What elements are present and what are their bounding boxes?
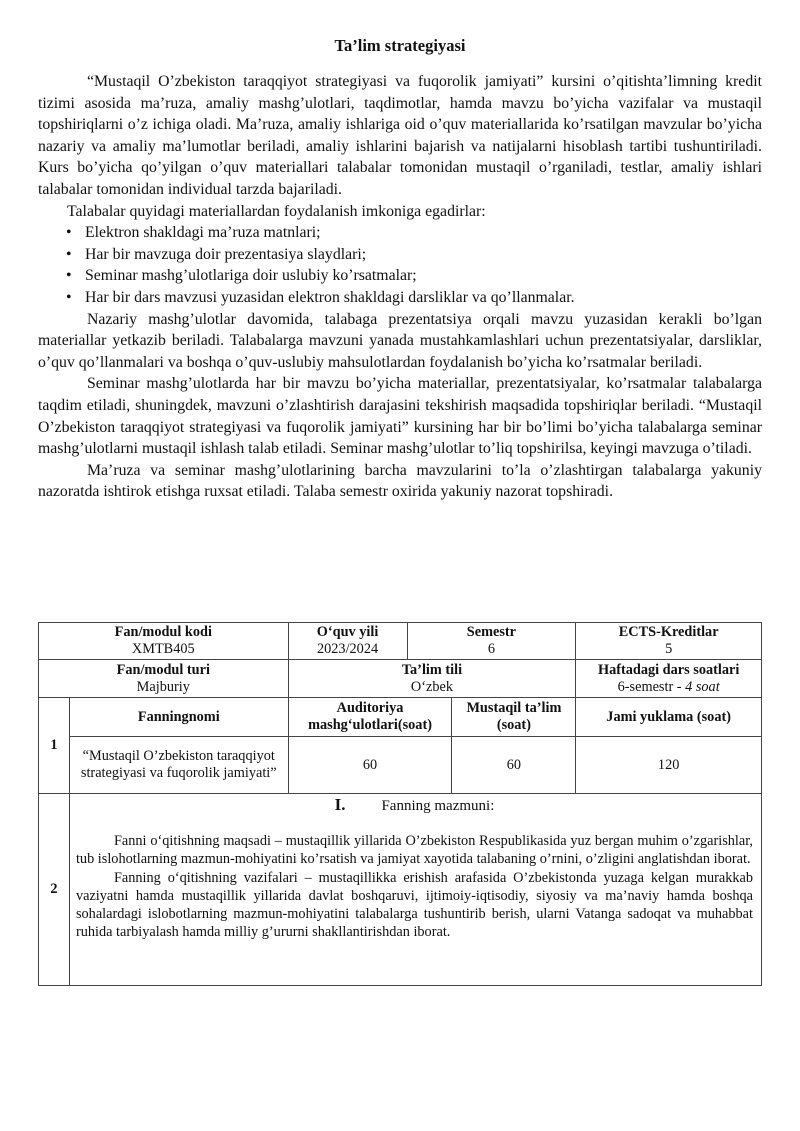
semester-cell: Semestr 6 <box>407 623 576 660</box>
paragraph-seminar: Seminar mashg’ulotlarda har bir mavzu bo’yicha materiallar, prezentatsiyalar, ko’rsatmalar talabalarga taqdim etiladi, shuningdek, mavzuni o’zlashtirish darajasini tekshirish maqsadida topshiriqlar beriladi. “Mustaqil O’zbekiston taraqqiyot strategiyasi va fuqorolik jamiyati” kursining har bir bo’limi bo’yicha talabalarga seminar mashg’ulotlarni mustaqil ishlash talab etiladi. Seminar mashg’ulotlar to’liq topshirilsa, keyingi mavzuga o’tiladi. <box>38 375 762 458</box>
total-header: Jami yuklama (soat) <box>576 698 762 737</box>
independent-value: 60 <box>452 737 576 794</box>
table-row <box>39 794 762 986</box>
independent-header: Mustaqil ta’lim (soat) <box>452 698 576 737</box>
table-row <box>39 698 762 737</box>
paragraph-materials: Talabalar quyidagi materiallardan foydalanish imkoniga egadirlar: <box>67 202 486 220</box>
bullet-icon: • <box>66 245 72 263</box>
code-cell: Fan/modul kodi XMTB405 <box>39 623 289 660</box>
language-cell: Ta’lim tili O‘zbek <box>288 660 576 698</box>
subject-name: “Mustaqil O’zbekiston taraqqiyot strategiyasi va fuqorolik jamiyati” <box>69 737 288 794</box>
paragraph-intro: “Mustaqil O’zbekiston taraqqiyot strategiyasi va fuqorolik jamiyati” kursini o’qitishta’limning kredit tizimi asosida ma’ruza, amaliy mashg’ulotlari, taqdimotlar, hamda mavzu bo’yicha vazifalar va mustaqil topshiriqlarni o’z ichiga oladi. Ma’ruza, amaliy ishlariga oid o’quv materiallarida ko’rsatilgan mavzular bo’yicha nazariy va amaliy ma’lumotlar beriladi, amaliy ishlarini bajarish va natijalarni hisoblash tartibi tushuntiriladi. Kurs bo’yicha qo’yilgan o’quv materiallari talabalar tomonidan mustaqil o’rganiladi, testlar, amaliy ishlari talabalar tomonidan individual tarzda bajariladi. <box>38 73 762 198</box>
bullet-icon: • <box>66 224 72 242</box>
row-number: 2 <box>39 794 70 986</box>
document-body <box>38 36 762 503</box>
paragraph-theory: Nazariy mashg’ulotlar davomida, talabaga prezentatsiya orqali mavzu yuzasidan kerakli bo’lgan materiallar yetkazib beriladi. Talabalarga mavzuni yanada mustahkamlashlari uchun prezentatsiyalar, darsliklar, o’quv qo’llanmalari va boshqa o’quv-uslubiy mahsulotlardan foydalanish bo’yicha ko’rsatmalar beriladi. <box>38 310 762 371</box>
paragraph-final: Ma’ruza va seminar mashg’ulotlarining barcha mavzularini to’la o’zlashtirgan talabalarga yakuniy nazoratda ishtirok etishga ruxsat etiladi. Talaba semestr oxirida yakuniy nazorat topshiradi. <box>38 461 762 501</box>
course-content <box>69 794 761 986</box>
auditory-value: 60 <box>288 737 452 794</box>
section-heading: I. Fanning mazmuni: <box>334 795 495 814</box>
list-item: • Elektron shakldagi ma’ruza matnlari; <box>38 222 762 244</box>
materials-list <box>38 222 762 308</box>
content-tasks: Fanning o‘qitishning vazifalari – mustaqillikka erishish arafasida O’zbekistonda yuzaga kelgan murakkab vaziyatni hamda mustaqillik yillarida davlat boshqaruvi, ijtimoiy-iqtisodiy, siyosiy va ma’naviy hamda boshqa sohalardagi islobotlarning mazmun-mohiyatini talabalarga tushuntirib berish, ularni Vatanga sadoqat va muhabbat ruhida tarbiyalash hamda milliy g’ururni shakllantirishdan iborat. <box>75 869 753 941</box>
auditory-header: Auditoriya mashg‘ulotlari(soat) <box>288 698 452 737</box>
table-row <box>39 623 762 660</box>
ects-cell: ECTS-Kreditlar 5 <box>576 623 762 660</box>
table-row <box>39 660 762 698</box>
list-item: • Har bir mavzuga doir prezentasiya slaydlari; <box>38 244 762 266</box>
weekly-hours-cell: Haftadagi dars soatlari 6-semestr - 4 soat <box>576 660 762 698</box>
subject-name-header: Fanningnomi <box>69 698 288 737</box>
course-table <box>38 622 762 986</box>
list-item: • Har bir dars mavzusi yuzasidan elektron shakldagi darsliklar va qo’llanmalar. <box>38 287 762 309</box>
total-value: 120 <box>576 737 762 794</box>
bullet-icon: • <box>66 288 72 306</box>
page-title: Ta’lim strategiyasi <box>334 36 466 55</box>
year-cell: O‘quv yili 2023/2024 <box>288 623 407 660</box>
row-number: 1 <box>39 698 70 794</box>
type-cell: Fan/modul turi Majburiy <box>39 660 289 698</box>
content-goal: Fanni o‘qitishning maqsadi – mustaqillik yillarida O’zbekiston Respublikasida yuz bergan muhim o’zgarishlar, tub islohotlarning mazmun-mohiyatini ko’rsatish va jamiyat xayotida talabaning o’rnini, o’zligini anglatishdan iborat. <box>75 833 753 868</box>
table-row <box>39 737 762 794</box>
bullet-icon: • <box>66 267 72 285</box>
list-item: • Seminar mashg’ulotlariga doir uslubiy ko’rsatmalar; <box>38 265 762 287</box>
